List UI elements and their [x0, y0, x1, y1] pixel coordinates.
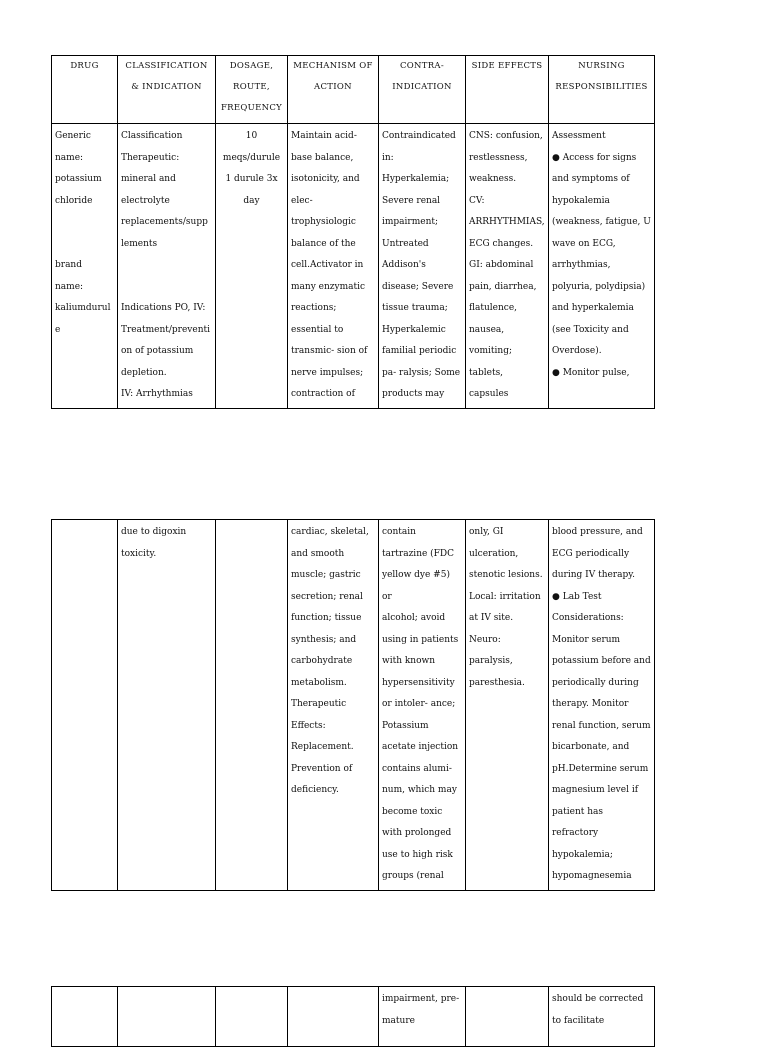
cell-nursing: should be corrected to facilitate — [549, 987, 655, 1047]
cell-nursing: Assessment ● Access for signs and symptoms of hypokalemia (weakness, fatigue, U wave on ECG, arrhythmias, polyuria, polydipsia) and hyperkalemia (see Toxicity and Overdose). ● Monitor pulse, — [549, 124, 655, 409]
cell-dosage — [216, 987, 288, 1047]
cell-mechanism: Maintain acid- base balance, isotonicity, and elec- trophysiologic balance of the cell.Activator in many enzymatic reactions; essential to transmic- sion of nerve impulses; contraction of — [288, 124, 379, 409]
cell-contraindication: contain tartrazine (FDC yellow dye #5) or alcohol; avoid using in patients with known hypersensitivity or intoler- ance; Potassium acetate injection contains alumi- num, which may become toxic with prolonged use to high risk groups (renal — [379, 520, 466, 891]
drug-table-page-2 — [51, 519, 655, 891]
cell-classification — [118, 987, 216, 1047]
cell-mechanism: cardiac, skeletal, and smooth muscle; gastric secretion; renal function; tissue synthesis; and carbohydrate metabolism. Therapeutic Effects: Replacement. Prevention of deficiency. — [288, 520, 379, 891]
header-drug: DRUG — [52, 56, 118, 124]
cell-side-effects: only, GI ulceration, stenotic lesions. Local: irritation at IV site. Neuro: paralysis, paresthesia. — [466, 520, 549, 891]
cell-side-effects — [466, 987, 549, 1047]
cell-side-effects: CNS: confusion, restlessness, weakness. CV: ARRHYTHMIAS, ECG changes. GI: abdominal pain, diarrhea, flatulence, nausea, vomiting; tablets, capsules — [466, 124, 549, 409]
cell-contraindication: Contraindicated in: Hyperkalemia; Severe renal impairment; Untreated Addison's disease; Severe tissue trauma; Hyperkalemic familial periodic pa- ralysis; Some products may — [379, 124, 466, 409]
header-dosage: DOSAGE, ROUTE, FREQUENCY — [216, 56, 288, 124]
table-row — [52, 520, 655, 891]
header-nursing: NURSING RESPONSIBILITIES — [549, 56, 655, 124]
header-mechanism: MECHANISM OF ACTION — [288, 56, 379, 124]
cell-nursing: blood pressure, and ECG periodically during IV therapy. ● Lab Test Considerations: Monitor serum potassium before and periodically during therapy. Monitor renal function, serum bicarbonate, and pH.Determine serum magnesium level if patient has refractory hypokalemia; hypomagnesemia — [549, 520, 655, 891]
cell-drug: Generic name: potassium chloride brand name: kaliumdurul e — [52, 124, 118, 409]
table-row — [52, 987, 655, 1047]
cell-classification: Classification Therapeutic: mineral and electrolyte replacements/supp lements Indications PO, IV: Treatment/preventi on of potassium depletion. IV: Arrhythmias — [118, 124, 216, 409]
cell-drug — [52, 987, 118, 1047]
cell-dosage: 10 meqs/durule 1 durule 3x day — [216, 124, 288, 409]
cell-contraindication: impairment, pre- mature — [379, 987, 466, 1047]
drug-table-page-1 — [51, 55, 655, 409]
table-header-row — [52, 56, 655, 124]
header-contraindication: CONTRA- INDICATION — [379, 56, 466, 124]
table-row — [52, 124, 655, 409]
cell-dosage — [216, 520, 288, 891]
drug-table-page-3 — [51, 986, 655, 1047]
header-classification: CLASSIFICATION & INDICATION — [118, 56, 216, 124]
cell-drug — [52, 520, 118, 891]
cell-mechanism — [288, 987, 379, 1047]
header-side-effects: SIDE EFFECTS — [466, 56, 549, 124]
cell-classification: due to digoxin toxicity. — [118, 520, 216, 891]
